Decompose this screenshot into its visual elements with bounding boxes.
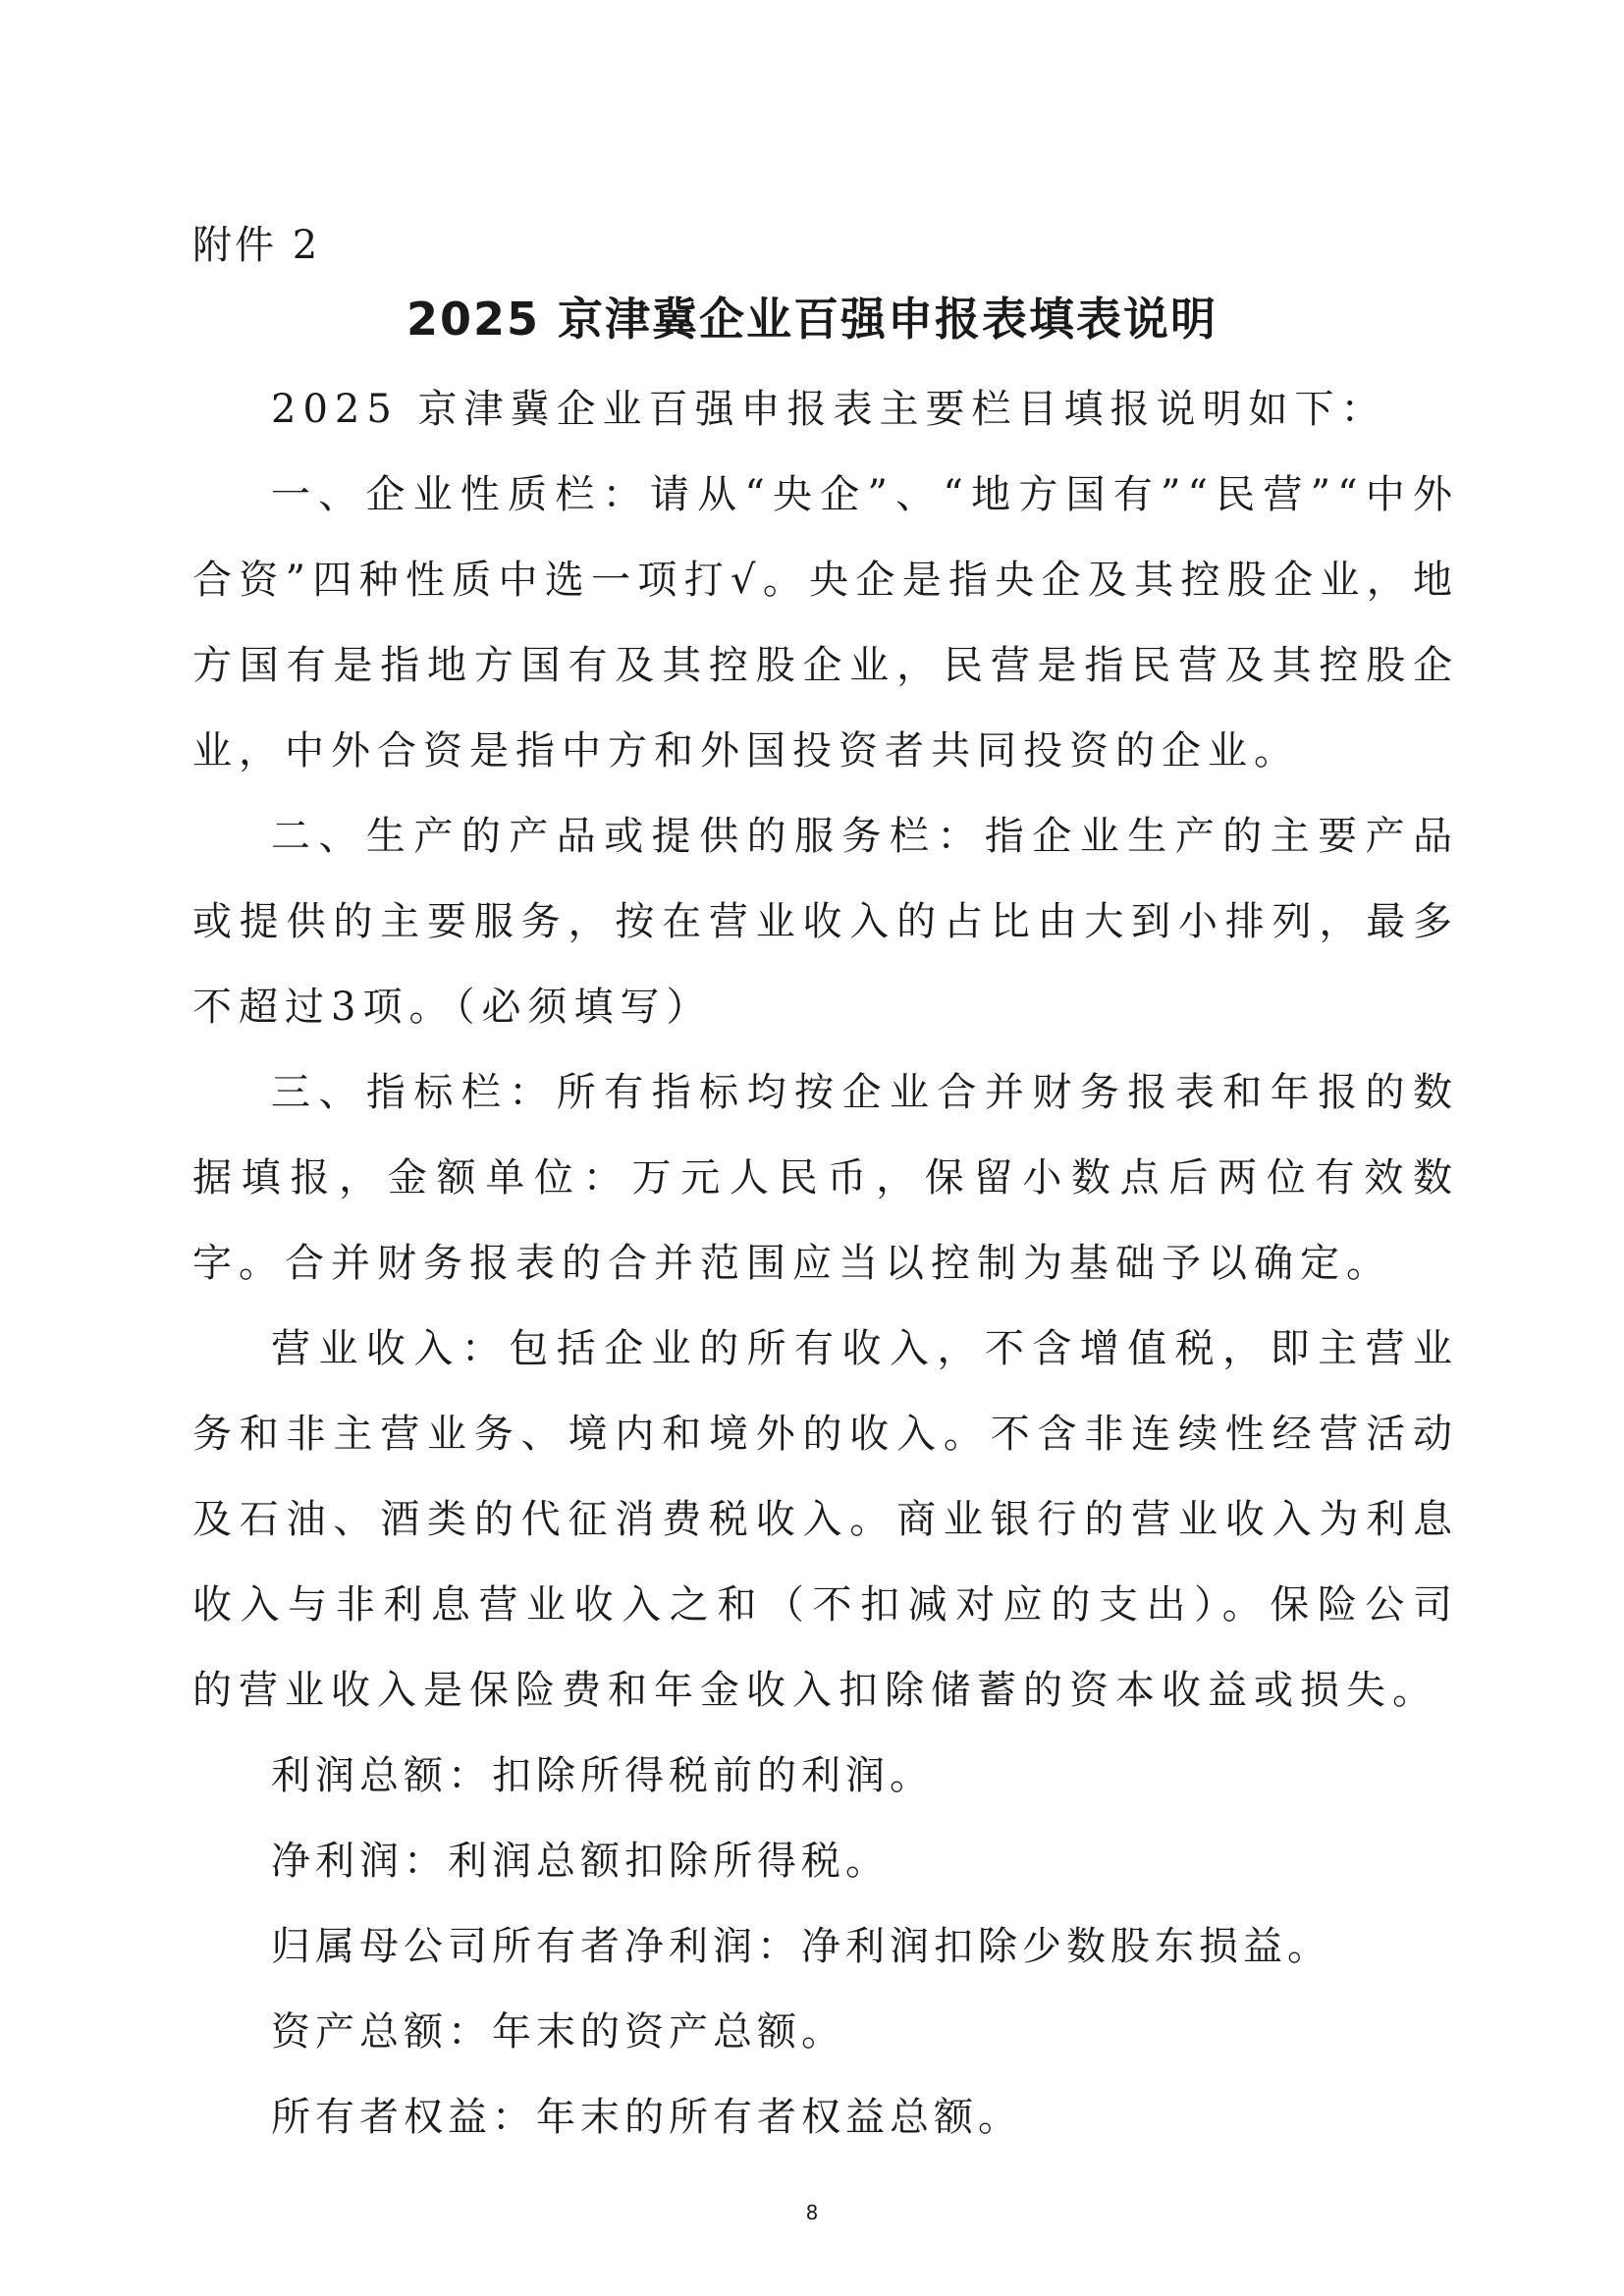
attachment-label: 附件 2 <box>192 223 321 268</box>
paragraph-net-profit: 净利润：利润总额扣除所得税。 <box>271 1839 890 1884</box>
paragraph-products-services: 二、生产的产品或提供的服务栏：指企业生产的主要产品或提供的主要服务，按在营业收入的占比由大到小排列，最多不超过3项。（必须填写） <box>192 814 1459 1030</box>
paragraph-enterprise-nature: 一、企业性质栏：请从“央企”、“地方国有”“民营”“中外合资”四种性质中选一项打√。央企是指央企及其控股企业，地方国有是指地方国有及其控股企业，民营是指民营及其控股企业，中外合资是指中方和外国投资者共同投资的企业。 <box>192 472 1459 774</box>
document-body <box>192 367 1459 2161</box>
paragraph-operating-revenue: 营业收入：包括企业的所有收入，不含增值税，即主营业务和非主营业务、境内和境外的收入。不含非连续性经营活动及石油、酒类的代征消费税收入。商业银行的营业收入为利息收入与非利息营业收入之和（不扣减对应的支出）。保险公司的营业收入是保险费和年金收入扣除储蓄的资本收益或损失。 <box>192 1326 1459 1713</box>
paragraph-parent-net-profit: 归属母公司所有者净利润：净利润扣除少数股东损益。 <box>271 1924 1331 1969</box>
page-number: 8 <box>805 2201 819 2224</box>
paragraph-owners-equity: 所有者权益：年末的所有者权益总额。 <box>271 2095 1022 2140</box>
paragraph-total-assets: 资产总额：年末的资产总额。 <box>271 2009 845 2055</box>
paragraph-indicators: 三、指标栏：所有指标均按企业合并财务报表和年报的数据填报，金额单位：万元人民币，保留小数点后两位有效数字。合并财务报表的合并范围应当以控制为基础予以确定。 <box>192 1070 1459 1286</box>
intro-paragraph: 2025 京津冀企业百强申报表主要栏目填报说明如下： <box>271 387 1387 432</box>
document-title: 2025 京津冀企业百强申报表填表说明 <box>406 293 1218 346</box>
paragraph-total-profit: 利润总额：扣除所得税前的利润。 <box>271 1753 934 1798</box>
